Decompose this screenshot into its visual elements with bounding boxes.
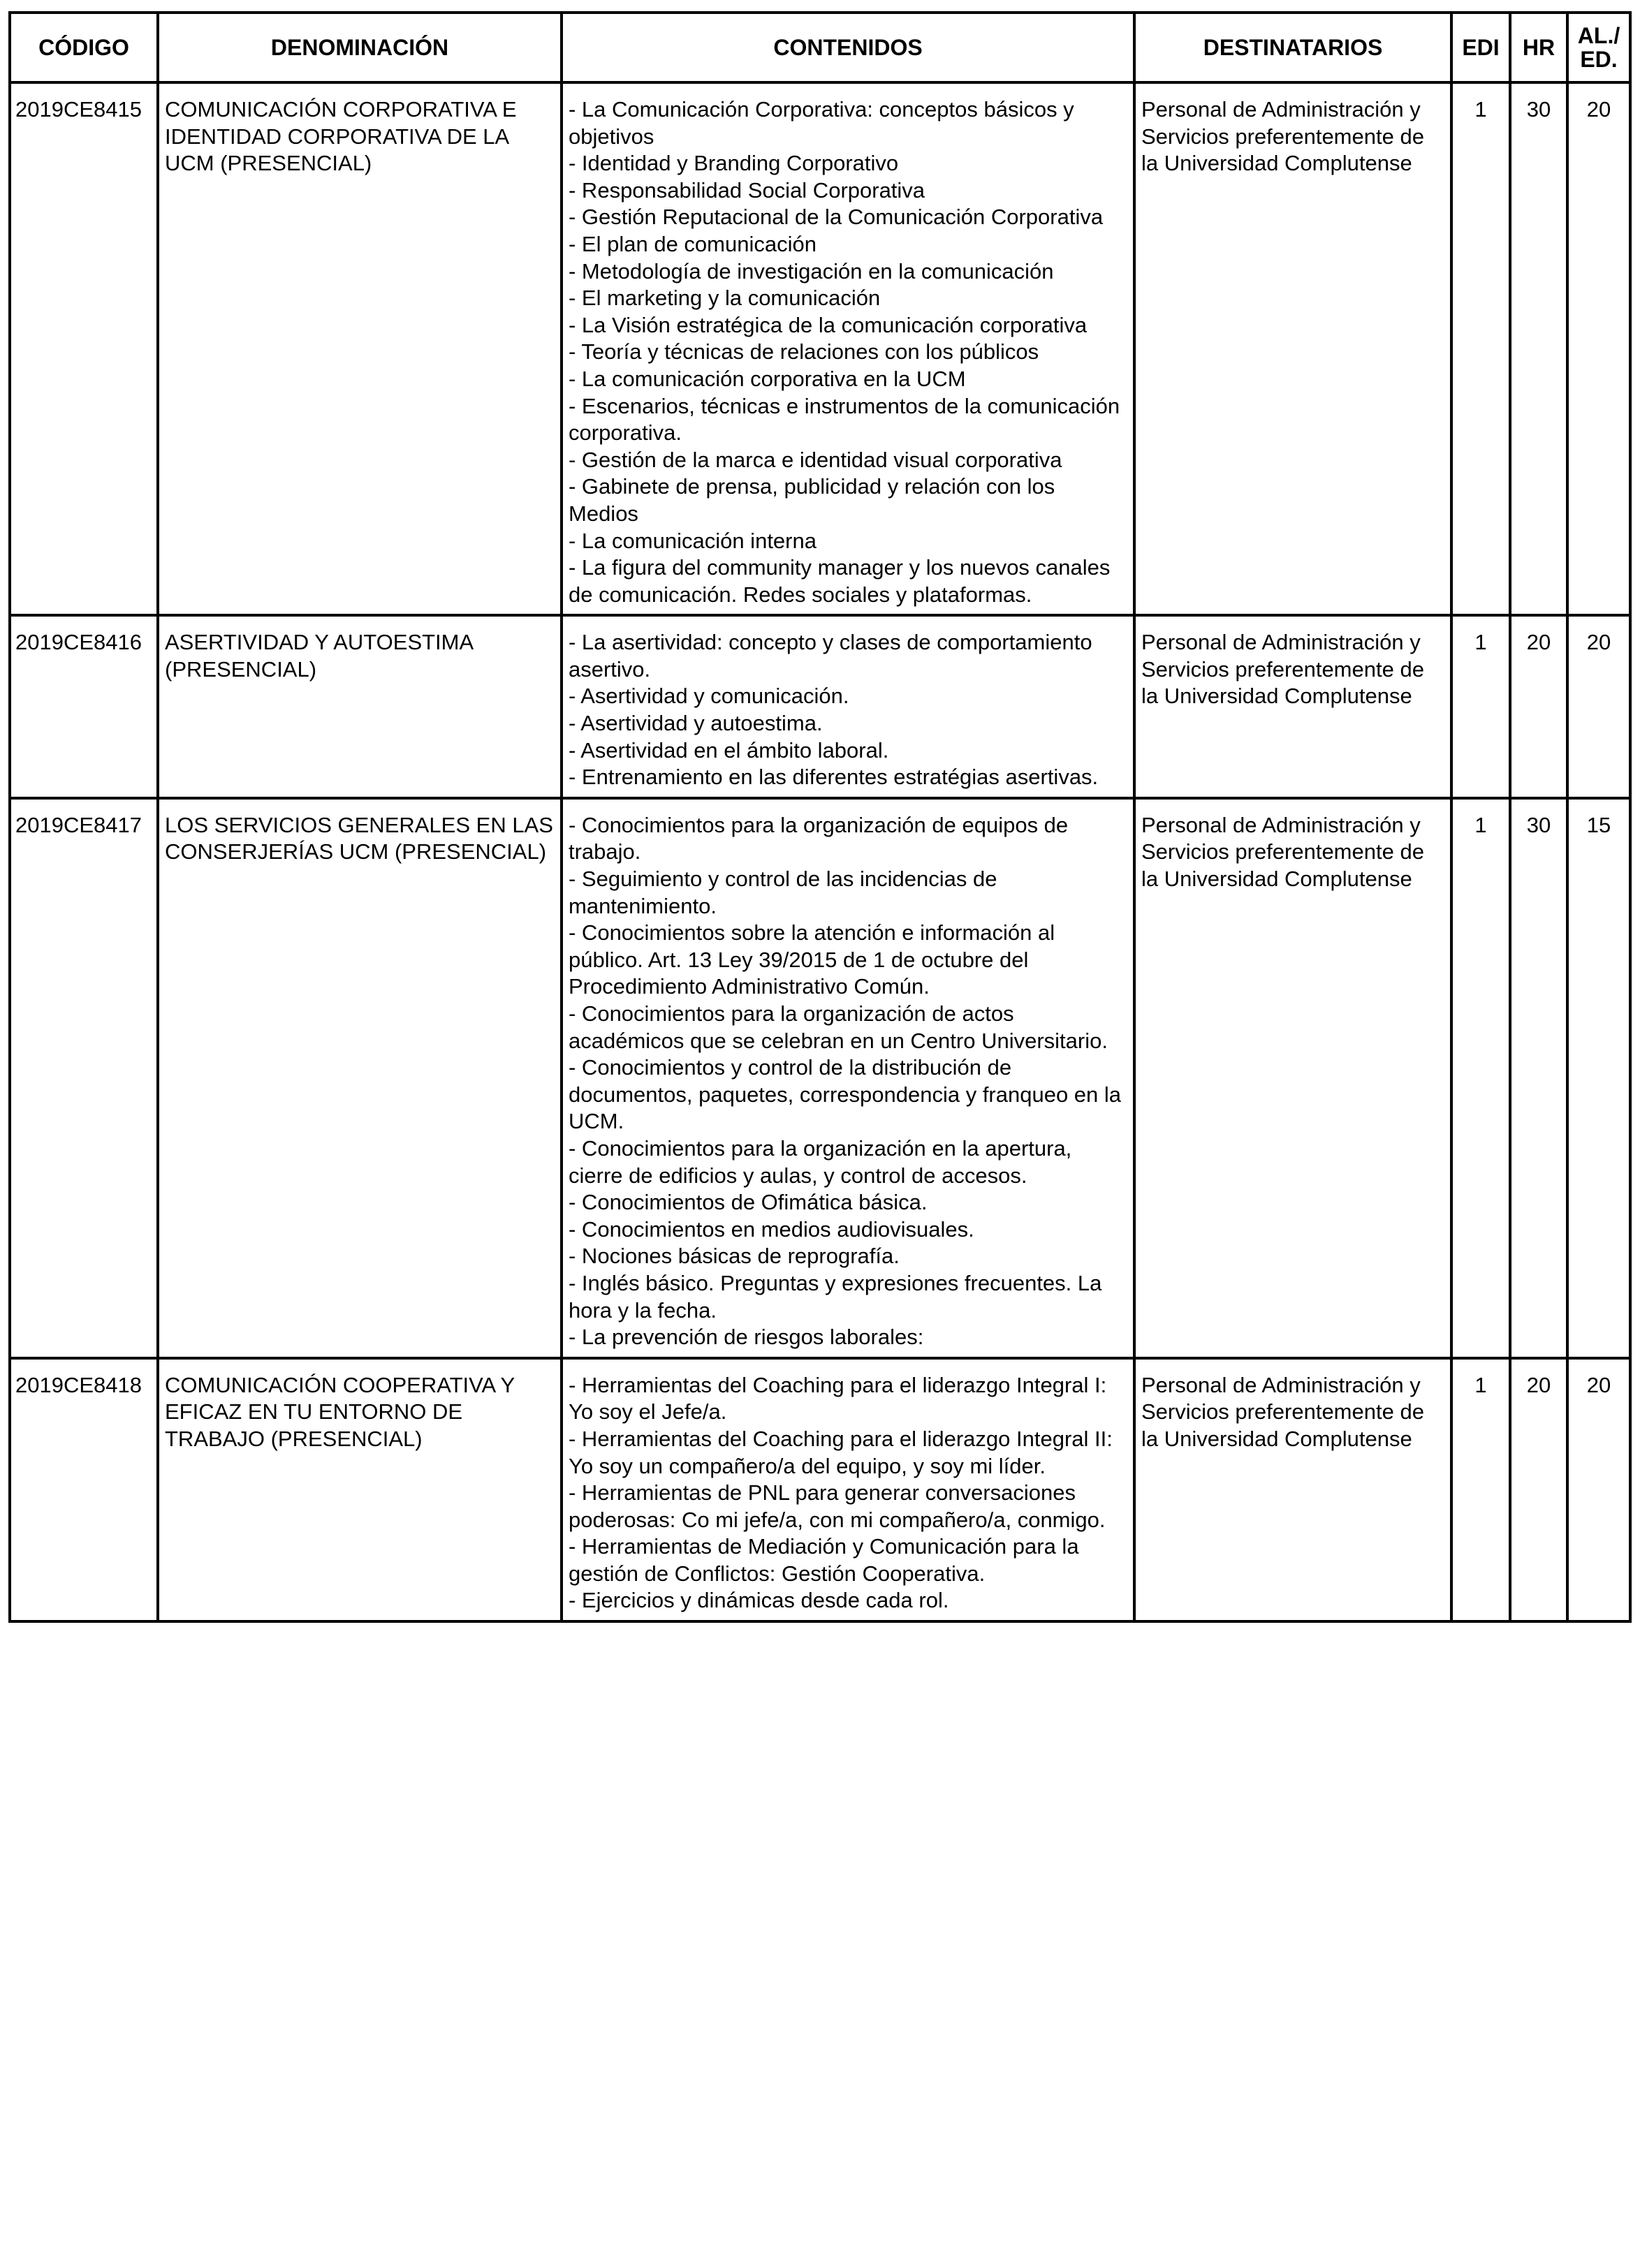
document-page <box>8 11 1629 1623</box>
contenido-item: - El marketing y la comunicación <box>569 286 881 311</box>
contenido-item: - Conocimientos sobre la atención e información al público. Art. 13 Ley 39/2015 de 1 de octubre del Procedimiento Administrativo Común. <box>569 920 1055 999</box>
cell-edi: 1 <box>1451 615 1510 798</box>
contenido-item: - Conocimientos para la organización de actos académicos que se celebran en un Centro Universitario. <box>569 1001 1108 1053</box>
contenido-item: - Asertividad y comunicación. <box>569 684 849 709</box>
contenido-item: - La Visión estratégica de la comunicación corporativa <box>569 312 1088 337</box>
table-row <box>10 1358 1630 1621</box>
contenido-item: - Teoría y técnicas de relaciones con los públicos <box>569 339 1039 364</box>
cell-contenidos <box>562 82 1134 615</box>
cell-denominacion: LOS SERVICIOS GENERALES EN LAS CONSERJERÍAS UCM (PRESENCIAL) <box>158 798 562 1358</box>
cell-contenidos <box>562 798 1134 1358</box>
header-hr: HR <box>1510 13 1567 82</box>
cell-edi: 1 <box>1451 798 1510 1358</box>
cell-edi: 1 <box>1451 82 1510 615</box>
cell-hr: 20 <box>1510 1358 1567 1621</box>
contenido-item: - La asertividad: concepto y clases de comportamiento asertivo. <box>569 630 1092 682</box>
contenido-item: - Conocimientos y control de la distribución de documentos, paquetes, correspondencia y franqueo en la UCM. <box>569 1055 1122 1134</box>
courses-table <box>8 11 1632 1623</box>
contenido-item: - Conocimientos para la organización de equipos de trabajo. <box>569 812 1069 864</box>
cell-destinatarios: Personal de Administración y Servicios preferentemente de la Universidad Complutense <box>1134 82 1451 615</box>
header-contenidos: CONTENIDOS <box>562 13 1134 82</box>
contenido-item: - Gestión Reputacional de la Comunicación Corporativa <box>569 205 1104 230</box>
contenido-item: - El plan de comunicación <box>569 231 817 256</box>
contenido-item: - Entrenamiento en las diferentes estratégias asertivas. <box>569 765 1099 790</box>
contenido-item: - Herramientas de Mediación y Comunicación para la gestión de Conflictos: Gestión Cooperativa. <box>569 1534 1079 1586</box>
contenido-item: - Herramientas de PNL para generar conversaciones poderosas: Co mi jefe/a, con mi compañero/a, conmigo. <box>569 1480 1106 1532</box>
cell-codigo: 2019CE8418 <box>10 1358 158 1621</box>
cell-contenidos <box>562 1358 1134 1621</box>
contenido-item: - La prevención de riesgos laborales: <box>569 1325 924 1350</box>
cell-contenidos <box>562 615 1134 798</box>
contenido-item: - Herramientas del Coaching para el liderazgo Integral I: Yo soy el Jefe/a. <box>569 1372 1107 1424</box>
table-body <box>10 82 1630 1621</box>
contenido-item: - La comunicación interna <box>569 528 817 553</box>
contenido-item: - Metodología de investigación en la comunicación <box>569 258 1054 284</box>
table-row <box>10 615 1630 798</box>
contenido-item: - La Comunicación Corporativa: conceptos básicos y objetivos <box>569 97 1074 149</box>
table-row <box>10 798 1630 1358</box>
header-edi: EDI <box>1451 13 1510 82</box>
contenido-item: - Escenarios, técnicas e instrumentos de la comunicación corporativa. <box>569 393 1120 446</box>
cell-codigo: 2019CE8416 <box>10 615 158 798</box>
table-row <box>10 82 1630 615</box>
contenido-item: - Nociones básicas de reprografía. <box>569 1244 900 1269</box>
contenido-item: - Asertividad y autoestima. <box>569 711 823 736</box>
cell-codigo: 2019CE8415 <box>10 82 158 615</box>
contenido-item: - Conocimientos en medios audiovisuales. <box>569 1216 974 1242</box>
cell-denominacion: COMUNICACIÓN COOPERATIVA Y EFICAZ EN TU ENTORNO DE TRABAJO (PRESENCIAL) <box>158 1358 562 1621</box>
contenido-item: - Inglés básico. Preguntas y expresiones frecuentes. La hora y la fecha. <box>569 1270 1102 1323</box>
contenido-item: - Asertividad en el ámbito laboral. <box>569 737 889 763</box>
contenido-item: - Identidad y Branding Corporativo <box>569 151 899 176</box>
header-codigo: CÓDIGO <box>10 13 158 82</box>
header-row <box>10 13 1630 82</box>
header-al-ed: AL./ ED. <box>1567 13 1630 82</box>
contenido-item: - Responsabilidad Social Corporativa <box>569 177 925 202</box>
cell-destinatarios: Personal de Administración y Servicios preferentemente de la Universidad Complutense <box>1134 798 1451 1358</box>
contenido-item: - La comunicación corporativa en la UCM <box>569 366 966 391</box>
contenido-item: - Conocimientos de Ofimática básica. <box>569 1190 928 1215</box>
cell-hr: 20 <box>1510 615 1567 798</box>
cell-codigo: 2019CE8417 <box>10 798 158 1358</box>
contenido-item: - Gestión de la marca e identidad visual corporativa <box>569 447 1062 472</box>
header-denominacion: DENOMINACIÓN <box>158 13 562 82</box>
cell-denominacion: COMUNICACIÓN CORPORATIVA E IDENTIDAD CORPORATIVA DE LA UCM (PRESENCIAL) <box>158 82 562 615</box>
cell-hr: 30 <box>1510 82 1567 615</box>
cell-denominacion: ASERTIVIDAD Y AUTOESTIMA (PRESENCIAL) <box>158 615 562 798</box>
contenido-item: - Herramientas del Coaching para el liderazgo Integral II: Yo soy un compañero/a del equipo, y soy mi líder. <box>569 1426 1113 1478</box>
cell-destinatarios: Personal de Administración y Servicios preferentemente de la Universidad Complutense <box>1134 615 1451 798</box>
contenido-item: - Conocimientos para la organización en la apertura, cierre de edificios y aulas, y control de accesos. <box>569 1135 1072 1188</box>
contenido-item: - La figura del community manager y los nuevos canales de comunicación. Redes sociales y plataformas. <box>569 555 1111 607</box>
cell-al-ed: 20 <box>1567 615 1630 798</box>
contenido-item: - Seguimiento y control de las incidencias de mantenimiento. <box>569 867 997 918</box>
cell-al-ed: 20 <box>1567 82 1630 615</box>
cell-destinatarios: Personal de Administración y Servicios preferentemente de la Universidad Complutense <box>1134 1358 1451 1621</box>
contenido-item: - Gabinete de prensa, publicidad y relación con los Medios <box>569 474 1055 526</box>
cell-al-ed: 20 <box>1567 1358 1630 1621</box>
header-destinatarios: DESTINATARIOS <box>1134 13 1451 82</box>
contenido-item: - Ejercicios y dinámicas desde cada rol. <box>569 1588 949 1613</box>
cell-edi: 1 <box>1451 1358 1510 1621</box>
cell-hr: 30 <box>1510 798 1567 1358</box>
cell-al-ed: 15 <box>1567 798 1630 1358</box>
